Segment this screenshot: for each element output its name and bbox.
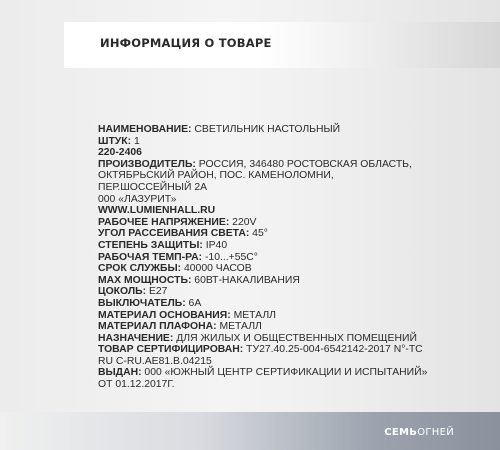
spec-row-protection	[98, 240, 428, 252]
spec-value: СВЕТИЛЬНИК НАСТОЛЬНЫЙ	[191, 124, 341, 135]
header-band	[64, 22, 500, 68]
spec-row-voltage	[98, 217, 428, 229]
spec-value: МЕТАЛЛ	[216, 321, 262, 333]
spec-label: ЦОКОЛЬ:	[98, 286, 147, 298]
brand-logo-bold: СЕМЬ	[384, 427, 418, 438]
page-title: ИНФОРМАЦИЯ О ТОВАРЕ	[100, 36, 272, 50]
spec-row-shade-material	[98, 321, 428, 333]
spec-label: НАИМЕНОВАНИЕ:	[98, 124, 192, 135]
spec-row-beam-angle	[98, 228, 428, 240]
brand-logo-light: ОГНЕЙ	[417, 427, 454, 438]
spec-label: НАЗНАЧЕНИЕ:	[98, 332, 174, 344]
brand-logo	[384, 427, 454, 438]
spec-list	[98, 124, 428, 391]
spec-value: IP40	[202, 239, 228, 251]
spec-value: 220V	[229, 216, 257, 228]
spec-row-switch	[98, 298, 428, 310]
footer-band	[0, 412, 500, 450]
spec-row-socket	[98, 286, 428, 298]
spec-row-base-material	[98, 310, 428, 322]
spec-label: УГОЛ РАССЕИВАНИЯ СВЕТА:	[98, 228, 250, 240]
spec-label: СРОК СЛУЖБЫ:	[98, 263, 182, 275]
spec-label: WWW.LUMIENHALL.RU	[98, 205, 216, 217]
spec-row-issued	[98, 367, 428, 390]
spec-label: ПРОИЗВОДИТЕЛЬ:	[98, 158, 196, 170]
spec-row-name	[98, 124, 428, 136]
spec-row-certification	[98, 344, 428, 367]
spec-row-article	[98, 147, 428, 159]
spec-row-manufacturer	[98, 159, 428, 194]
spec-value: 60ВТ-НАКАЛИВАНИЯ	[191, 274, 300, 286]
spec-label: 220-2406	[98, 147, 142, 159]
spec-value: 45°	[249, 228, 268, 240]
spec-label: МАХ МОЩНОСТЬ:	[98, 274, 192, 286]
spec-value: E27	[146, 286, 168, 298]
spec-value: МЕТАЛЛ	[230, 309, 276, 321]
spec-label: ТОВАР СЕРТИФИЦИРОВАН:	[98, 344, 244, 356]
spec-row-max-power	[98, 275, 428, 287]
spec-value: РОССИЯ, 346480 РОСТОВСКАЯ ОБЛАСТЬ, ОКТЯБРЬСКИЙ РАЙОН, ПОС. КАМЕНОЛОМНИ, ПЕР.ШОССЕЙНЫЙ 2А	[98, 158, 412, 193]
spec-label: РАБОЧЕЕ НАПРЯЖЕНИЕ:	[98, 216, 230, 228]
spec-label: ВЫКЛЮЧАТЕЛЬ:	[98, 297, 186, 309]
spec-value: 1	[131, 135, 140, 147]
spec-row-company	[98, 194, 428, 206]
spec-label: ШТУК:	[98, 135, 132, 147]
spec-value: -10...+55С°	[202, 251, 258, 263]
spec-value: 40000 ЧАСОВ	[181, 263, 252, 275]
spec-value: 000 «ЛАЗУРИТ»	[98, 193, 177, 205]
spec-label: МАТЕРИАЛ ОСНОВАНИЯ:	[98, 309, 231, 321]
spec-label: РАБОЧАЯ ТЕМП-РА:	[98, 251, 203, 263]
spec-label: МАТЕРИАЛ ПЛАФОНА:	[98, 321, 217, 333]
spec-value: ТУ27.40.25-004-6542142-2017 N°-TC RU C-RU.AE81.B.04215	[98, 344, 423, 367]
spec-label: СТЕПЕНЬ ЗАЩИТЫ:	[98, 239, 203, 251]
spec-row-quantity	[98, 136, 428, 148]
spec-value: 000 «ЮЖНЫЙ ЦЕНТР СЕРТИФИКАЦИИ И ИСПЫТАНИЙ» ОТ 01.12.2017Г.	[98, 367, 428, 391]
spec-value: 6А	[185, 297, 202, 309]
spec-value: ДЛЯ ЖИЛЫХ И ОБЩЕСТВЕННЫХ ПОМЕЩЕНИЙ	[173, 332, 417, 344]
spec-row-lifetime	[98, 263, 428, 275]
spec-row-temperature	[98, 252, 428, 264]
spec-row-purpose	[98, 333, 428, 345]
spec-label: ВЫДАН:	[98, 367, 142, 379]
spec-row-website	[98, 205, 428, 217]
